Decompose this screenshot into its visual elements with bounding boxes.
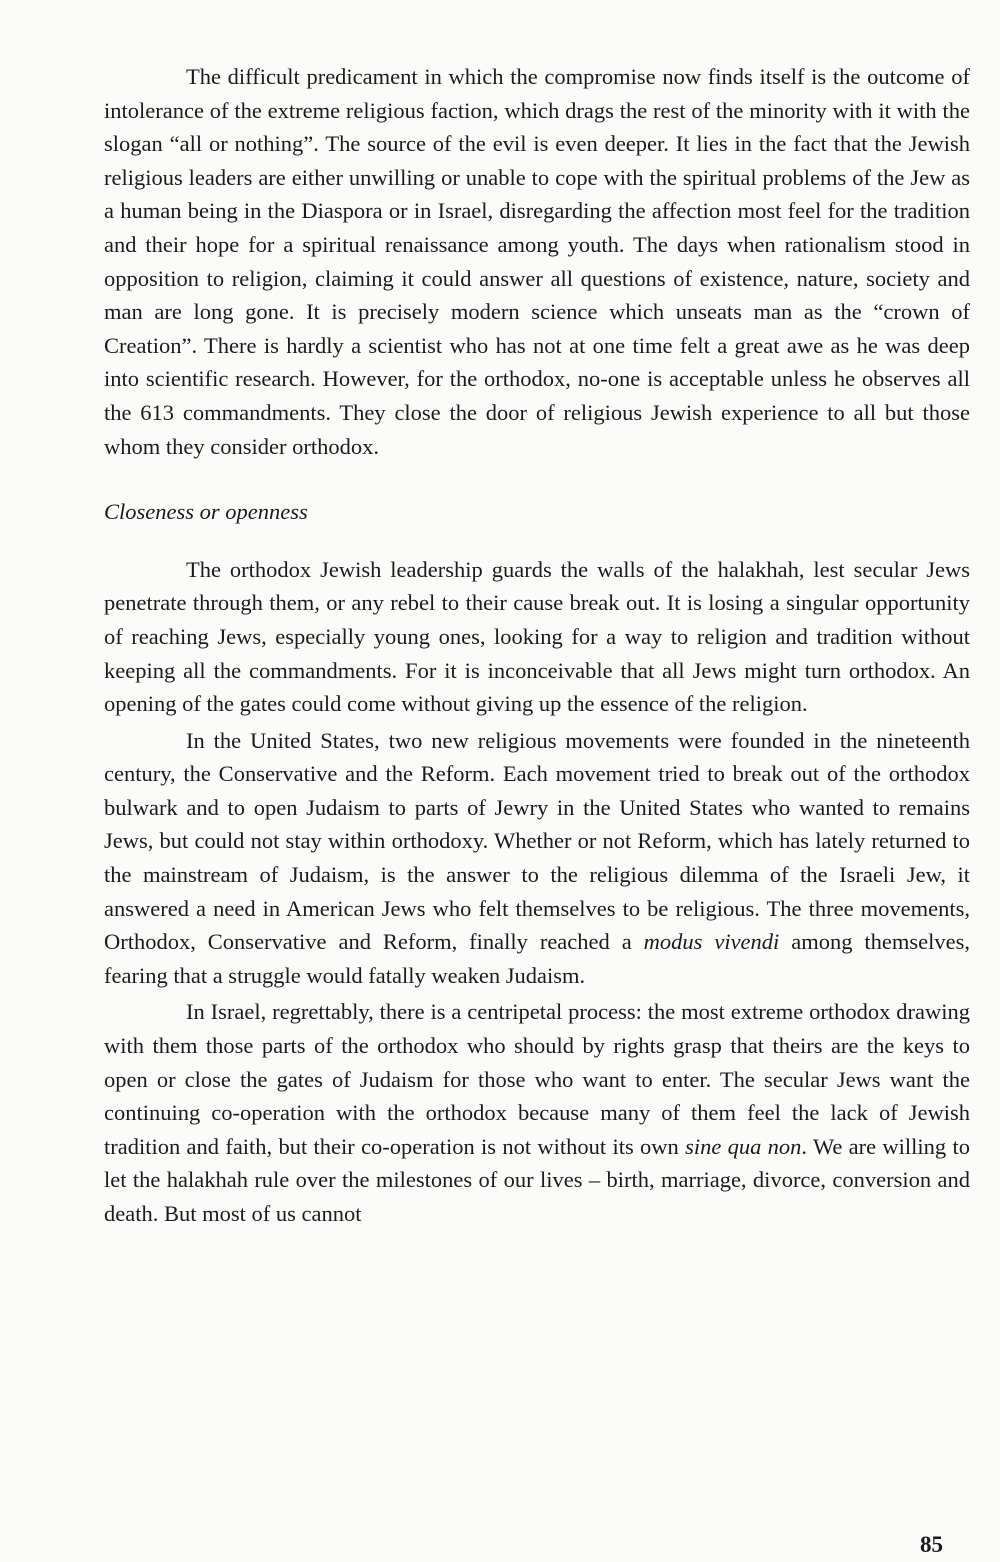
paragraph-4-text-b: . We are willing to let the halakhah rule over the milestones of our lives – birth, marriage, divorce, conversion and death. But most of us cannot: [104, 1133, 970, 1226]
page-body: [104, 60, 970, 1231]
page-number: 85: [920, 1532, 943, 1557]
paragraph-3-emphasis: modus vivendi: [643, 929, 780, 955]
paragraph-3-text-b: among themselves, fearing that a struggle would fatally weaken Judaism.: [104, 929, 971, 988]
paragraph-4-emphasis: sine qua non: [685, 1133, 802, 1159]
paragraph-4: [104, 995, 970, 1230]
paragraph-4-text-a: In Israel, regrettably, there is a centripetal process: the most extreme orthodox drawing with them those parts of the orthodox who should by rights grasp that theirs are the keys to open or close the gates of Judaism for those who want to enter. The secular Jews want the continuing co-operation with the orthodox because many of them feel the lack of Jewish tradition and faith, but their co-operation is not without its own: [104, 999, 970, 1159]
paragraph-2: The orthodox Jewish leadership guards the walls of the halakhah, lest secular Jews penetrate through them, or any rebel to their cause break out. It is losing a singular opportunity of reaching Jews, especially young ones, looking for a way to religion and tradition without keeping all the commandments. For it is inconceivable that all Jews might turn orthodox. An opening of the gates could come without giving up the essence of the religion.: [104, 556, 970, 717]
paragraph-3: [104, 724, 970, 993]
paragraph-3-text-a: In the United States, two new religious movements were founded in the nineteenth century, the Conservative and the Reform. Each movement tried to break out of the orthodox bulwark and to open Judaism to parts of Jewry in the United States who wanted to remains Jews, but could not stay within orthodoxy. Whether or not Reform, which has lately returned to the mainstream of Judaism, is the answer to the religious dilemma of the Israeli Jew, it answered a need in American Jews who felt themselves to be religious. The three movements, Orthodox, Conservative and Reform, finally reached a: [104, 727, 970, 955]
paragraph-1: The difficult predicament in which the compromise now finds itself is the outcome of intolerance of the extreme religious faction, which drags the rest of the minority with it with the slogan “all or nothing”. The source of the evil is even deeper. It lies in the fact that the Jewish religious leaders are either unwilling or unable to cope with the spiritual problems of the Jew as a human being in the Diaspora or in Israel, disregarding the affection most feel for the tradition and their hope for a spiritual renaissance among youth. The days when rationalism stood in opposition to religion, claiming it could answer all questions of existence, nature, society and man are long gone. It is precisely modern science which unseats man as the “crown of Creation”. There is hardly a scientist who has not at one time felt a great awe as he was deep into scientific research. However, for the orthodox, no-one is acceptable unless he observes all the 613 commandments. They close the door of religious Jewish experience to all but those whom they consider orthodox.: [104, 64, 970, 459]
section-heading: Closeness or openness: [104, 499, 308, 525]
